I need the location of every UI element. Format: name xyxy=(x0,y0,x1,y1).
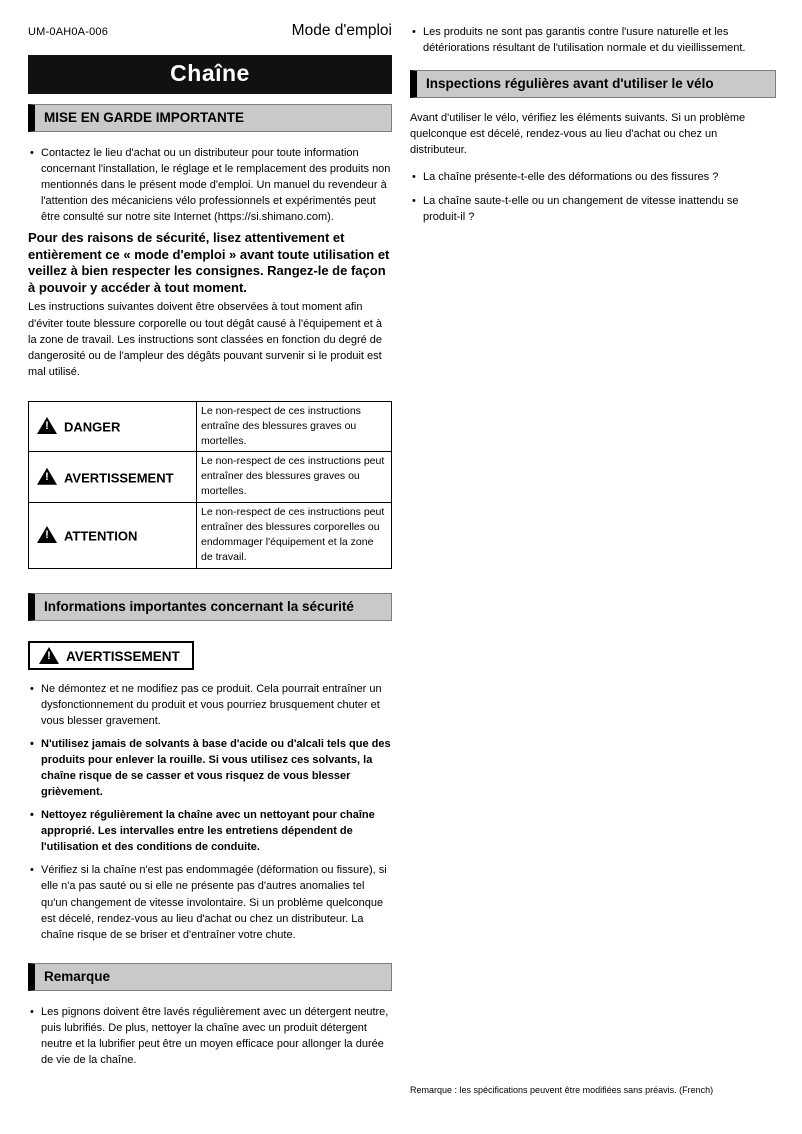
warning-icon xyxy=(39,647,59,664)
severity-description: Le non-respect de ces instructions peut entraîner des blessures graves ou mortelles. xyxy=(197,452,392,503)
severity-label: AVERTISSEMENT xyxy=(64,470,174,486)
list-item: • Contactez le lieu d'achat ou un distributeur pour toute information concernant l'installation, le réglage et le remplacement des produits non mentionnés dans le présent mode d'emploi. Un manuel du revendeur à l'attention des mécaniciens vélo professionnels et expérimentés peut être consulté sur notre site Internet (https://si.shimano.com). xyxy=(28,145,392,225)
severity-table xyxy=(28,401,392,569)
table-row xyxy=(29,452,392,503)
remark-list xyxy=(28,1004,392,1068)
list-item: • Les produits ne sont pas garantis contre l'usure naturelle et les détériorations résultant de l'utilisation normale et du vieillissement. xyxy=(410,24,776,56)
warning-banner-label: AVERTISSEMENT xyxy=(66,648,180,664)
severity-label-cell xyxy=(29,503,197,569)
document-header xyxy=(28,22,392,40)
warning-banner-box xyxy=(28,641,194,670)
important-notice-list xyxy=(28,145,392,225)
left-column xyxy=(28,0,392,1068)
list-item: • N'utilisez jamais de solvants à base d'acide ou d'alcali tels que des produits pour enlever la rouille. Si vous utilisez ces solvants, la chaîne risque de se casser et vous risquez de vous blesser grièvement. xyxy=(28,736,392,800)
warranty-list xyxy=(410,24,776,56)
list-item: • Nettoyez régulièrement la chaîne avec un nettoyant pour chaîne approprié. Les intervalles entre les entretiens dépendent de l'utilisation et des conditions de conduite. xyxy=(28,807,392,855)
right-column xyxy=(410,0,776,225)
list-item: • La chaîne saute-t-elle ou un changement de vitesse inattendu se produit-il ? xyxy=(410,193,776,225)
severity-label-cell xyxy=(29,452,197,503)
section-header-remark: Remarque xyxy=(28,963,392,991)
list-item: • Ne démontez et ne modifiez pas ce produit. Cela pourrait entraîner un dysfonctionnement du produit et vous pourriez brusquement chuter et vous blesser gravement. xyxy=(28,681,392,729)
section-header-inspections: Inspections régulières avant d'utiliser le vélo xyxy=(410,70,776,98)
warning-icon xyxy=(37,468,57,485)
safety-warning-list xyxy=(28,681,392,943)
doc-number: UM-0AH0A-006 xyxy=(28,26,109,38)
list-item: • La chaîne présente-t-elle des déformations ou des fissures ? xyxy=(410,169,776,185)
inspections-checklist xyxy=(410,169,776,224)
list-item: • Les pignons doivent être lavés régulièrement avec un détergent neutre, puis lubrifiés. De plus, nettoyer la chaîne avec un produit détergent neutre et la lubrifier peut être un moyen efficace pour allonger la durée de vie de la chaîne. xyxy=(28,1004,392,1068)
doc-type-label: Mode d'emploi xyxy=(291,22,392,39)
warning-icon xyxy=(37,526,57,543)
severity-description: Le non-respect de ces instructions entraîne des blessures graves ou mortelles. xyxy=(197,401,392,452)
list-item: • Vérifiez si la chaîne n'est pas endommagée (déformation ou fissure), si elle n'a pas sauté ou si elle ne présente pas d'autres anomalies tel qu'un changement de vitesse involontaire. Si un problème quelconque est décelé, rendez-vous au lieu d'achat ou chez un distributeur. La chaîne risque de se briser et d'entraîner votre chute. xyxy=(28,862,392,942)
safety-lead-paragraph: Pour des raisons de sécurité, lisez attentivement et entièrement ce « mode d'emploi » avant toute utilisation et veillez à bien respecter les consignes. Rangez-le de façon à pouvoir y accéder à tout moment. xyxy=(28,230,390,295)
chapter-title-banner: Chaîne xyxy=(28,55,392,94)
severity-label: ATTENTION xyxy=(64,528,138,544)
footer-note: Remarque : les spécifications peuvent être modifiées sans préavis. (French) xyxy=(410,1085,714,1095)
section-header-safety-info: Informations importantes concernant la sécurité xyxy=(28,593,392,621)
inspections-intro-paragraph: Avant d'utiliser le vélo, vérifiez les éléments suivants. Si un problème quelconque est décelé, rendez-vous au lieu d'achat ou chez un distributeur. xyxy=(410,112,746,157)
table-row xyxy=(29,401,392,452)
section-header-important-notice: MISE EN GARDE IMPORTANTE xyxy=(28,104,392,132)
warning-icon xyxy=(37,417,57,434)
table-row xyxy=(29,503,392,569)
severity-description: Le non-respect de ces instructions peut entraîner des blessures corporelles ou endommager l'équipement et la zone de travail. xyxy=(197,503,392,569)
severity-label: DANGER xyxy=(64,419,121,435)
severity-label-cell xyxy=(29,401,197,452)
instruction-classification-paragraph: Les instructions suivantes doivent être observées à tout moment afin d'éviter toute blessure corporelle ou tout dégât causé à l'équipement et à la zone de travail. Les instructions sont classées en fonction du degré de dangerosité ou de l'ampleur des dégâts pouvant survenir si le produit est mal utilisé. xyxy=(28,301,383,378)
